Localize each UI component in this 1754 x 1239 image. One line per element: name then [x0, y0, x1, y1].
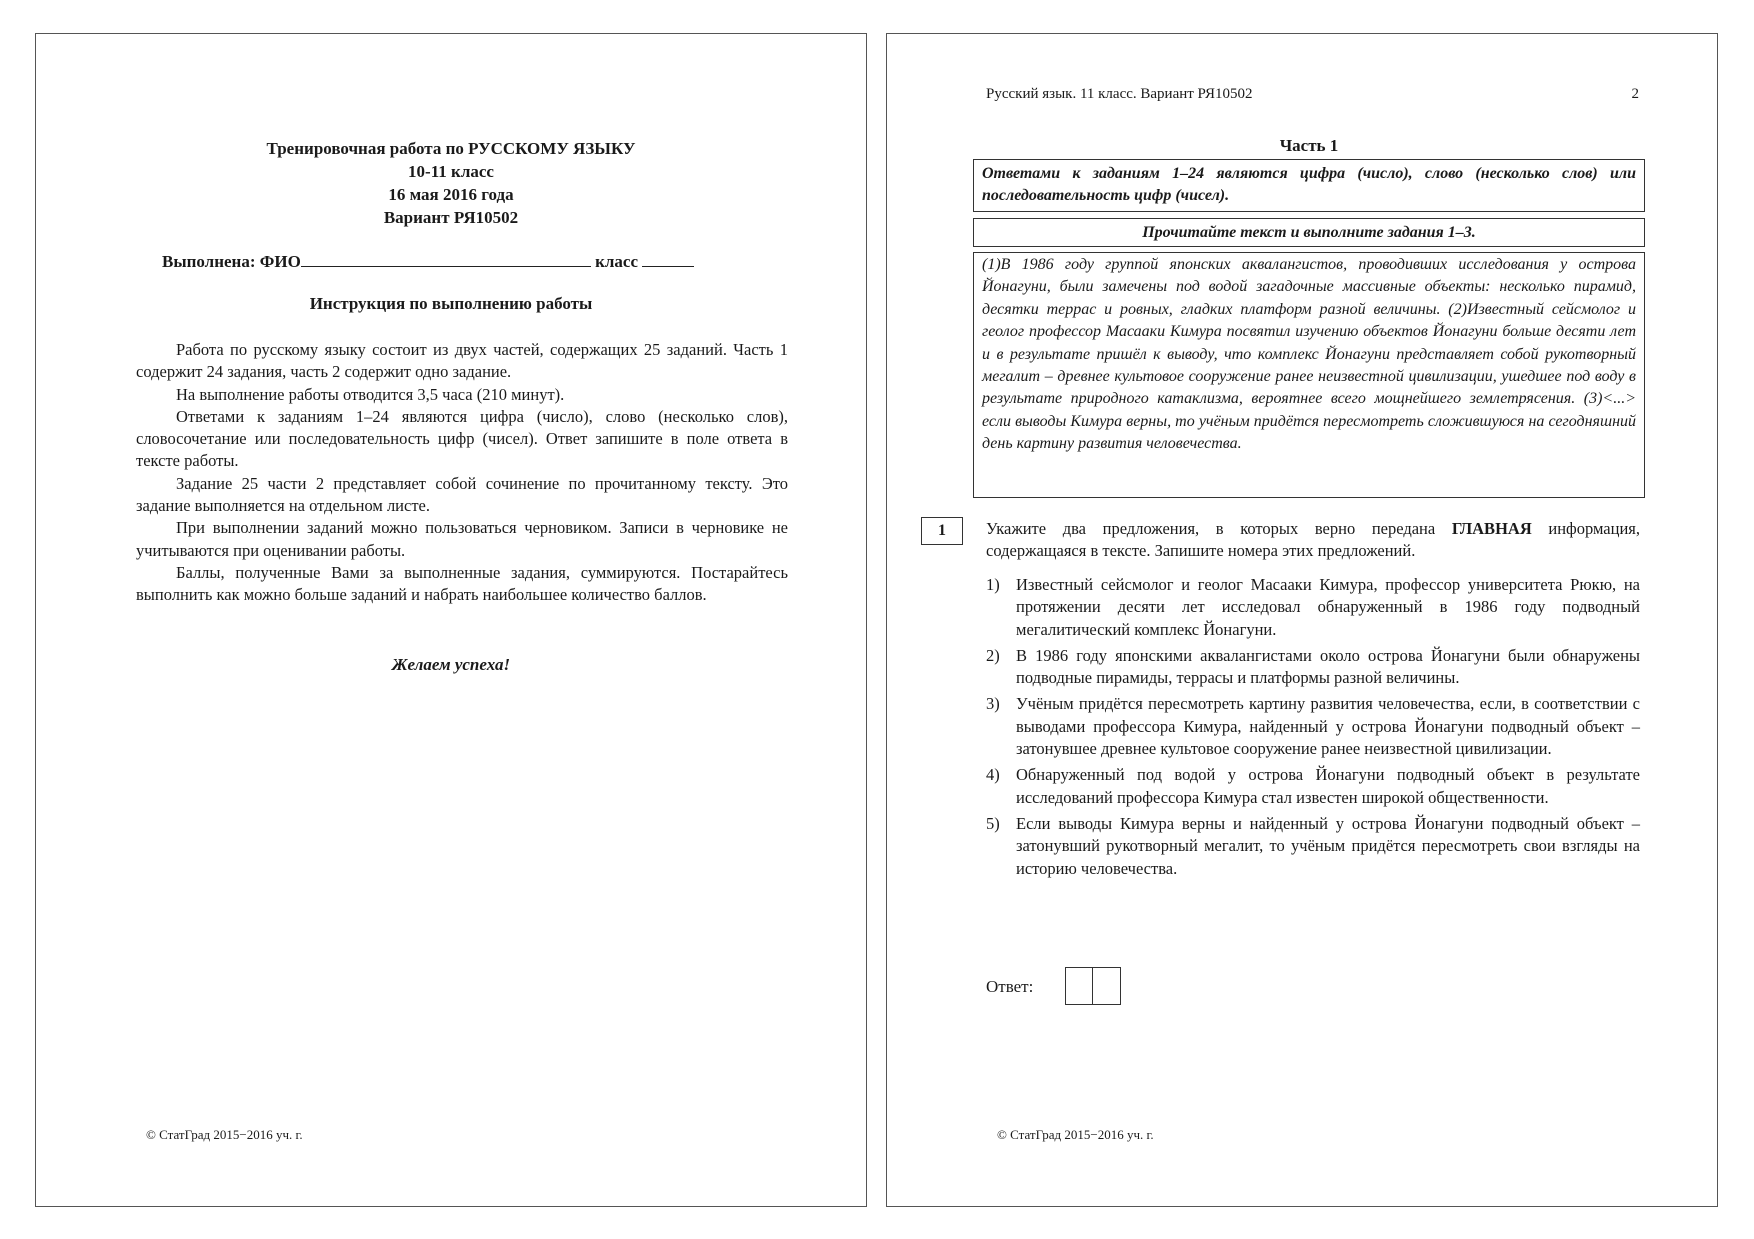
- option-text: Если выводы Кимура верны и найденный у острова Йонагуни подводный объект – затонувший рукотворный мегалит, то учёным придётся пересмотреть свои взгляды на историю человечества.: [1016, 813, 1640, 878]
- instruction-paragraph: Работа по русскому языку состоит из двух частей, содержащих 25 заданий. Часть 1 содержит 24 задания, часть 2 содержит одно задание.: [136, 340, 788, 382]
- option-number: 1): [986, 575, 1000, 594]
- option-item: [986, 574, 1640, 641]
- option-number: 5): [986, 813, 1000, 833]
- page-number: 2: [1631, 86, 1639, 102]
- student-info-line: [162, 252, 694, 272]
- answer-label: Ответ:: [986, 977, 1034, 996]
- option-number: 2): [986, 645, 1000, 665]
- option-item: [986, 764, 1640, 809]
- left-page: [35, 33, 867, 1207]
- task-prompt-end: информация, содержащаяся в тексте. Запишите номера этих предложений.: [986, 519, 1640, 561]
- answer-options: [986, 574, 1640, 884]
- instruction-paragraph: При выполнении заданий можно пользоваться черновиком. Записи в черновике не учитываются при оценивании работы.: [136, 518, 788, 560]
- right-page: [886, 33, 1718, 1207]
- instructions-title: Инструкция по выполнению работы: [309, 294, 593, 313]
- name-field-line[interactable]: [301, 252, 591, 267]
- read-instruction-box: Прочитайте текст и выполните задания 1–3.: [973, 218, 1645, 247]
- passage-box: (1)В 1986 году группой японских аквалангистов, проводивших исследования у острова Йонагуни, были замечены под водой загадочные массивные объекты: несколько пирамид, десятки террас и ровных, гладких платформ разной величины. (2)Известный сейсмолог и геолог профессор Масааки Кимура посвятил изучению объектов Йонагуни больше десяти лет и в результате пришёл к выводу, что комплекс Йонагуни представляет собой рукотворный мегалит – древнее культовое сооружение ранее неизвестной цивилизации, ушедшее под воду в результате природного катаклизма, вероятнее всего мощнейшего землетрясения. (3)<...> если выводы Кимура верны, то учёным придётся пересмотреть сложившуюся на сегодняшний день картину развития человечества.: [973, 252, 1645, 498]
- instruction-paragraph: Ответами к заданиям 1–24 являются цифра (число), слово (несколько слов), словосочетание или последовательность цифр (чисел). Ответ запишите в поле ответа в тексте работы.: [136, 406, 788, 471]
- option-number: 3): [986, 694, 1000, 714]
- class-label: класс: [595, 252, 639, 271]
- option-number: 4): [986, 765, 1000, 785]
- title-line: Вариант РЯ10502: [383, 208, 519, 227]
- task-prompt-emphasis: ГЛАВНАЯ: [1451, 519, 1532, 538]
- instruction-paragraph: Баллы, полученные Вами за выполненные задания, суммируются. Постарайтесь выполнить как можно больше заданий и набрать наибольшее количество баллов.: [136, 562, 788, 605]
- instruction-paragraph: На выполнение работы отводится 3,5 часа (210 минут).: [176, 384, 565, 404]
- copyright-left: © СтатГрад 2015−2016 уч. г.: [146, 1127, 303, 1142]
- task-prompt-start: Укажите два предложения, в которых верно передана: [986, 519, 1436, 538]
- option-text: Учёным придётся пересмотреть картину развития человечества, если, в соответствии с выводами профессора Кимура, найденный у острова Йонагуни подводный объект – затонувшее древнее культовое сооружение ранее неизвестной цивилизации.: [1016, 694, 1640, 759]
- good-luck-text: Желаем успеха!: [391, 655, 511, 674]
- title-line: 10-11 класс: [408, 162, 494, 181]
- instruction-paragraph: Задание 25 части 2 представляет собой сочинение по прочитанному тексту. Это задание выполняется на отдельном листе.: [136, 473, 788, 516]
- option-text: В 1986 году японскими аквалангистами около острова Йонагуни были обнаружены подводные пирамиды, террасы и платформы разной величины.: [1016, 645, 1640, 688]
- option-text: Обнаруженный под водой у острова Йонагуни подводный объект в результате исследований профессора Кимура стал известен широкой общественности.: [1016, 765, 1640, 807]
- answers-note-box: Ответами к заданиям 1–24 являются цифра (число), слово (несколько слов) или последовательность цифр (чисел).: [973, 159, 1645, 212]
- copyright-right: © СтатГрад 2015−2016 уч. г.: [997, 1127, 1154, 1142]
- option-text: Известный сейсмолог и геолог Масааки Кимура, профессор университета Рюкю, на протяжении десяти лет исследовал обнаруженный в 1986 году подводный мегалитический комплекс Йонагуни.: [1016, 575, 1640, 639]
- option-item: [986, 693, 1640, 760]
- done-label: Выполнена: ФИО: [162, 252, 301, 271]
- running-header: Русский язык. 11 класс. Вариант РЯ10502: [986, 86, 1253, 102]
- task-number-box: 1: [921, 517, 963, 545]
- answer-cell[interactable]: [1065, 967, 1093, 1005]
- document-title: [36, 137, 866, 229]
- part-title: Часть 1: [1279, 136, 1339, 155]
- answer-cell[interactable]: [1093, 967, 1121, 1005]
- instructions-body: [136, 339, 788, 607]
- class-field-line[interactable]: [642, 252, 694, 267]
- title-line: Тренировочная работа по РУССКОМУ ЯЗЫКУ: [266, 139, 636, 158]
- option-item: [986, 645, 1640, 690]
- title-line: 16 мая 2016 года: [388, 185, 514, 204]
- answer-cells: [1065, 967, 1121, 1005]
- option-item: [986, 813, 1640, 880]
- task-prompt: [986, 518, 1640, 563]
